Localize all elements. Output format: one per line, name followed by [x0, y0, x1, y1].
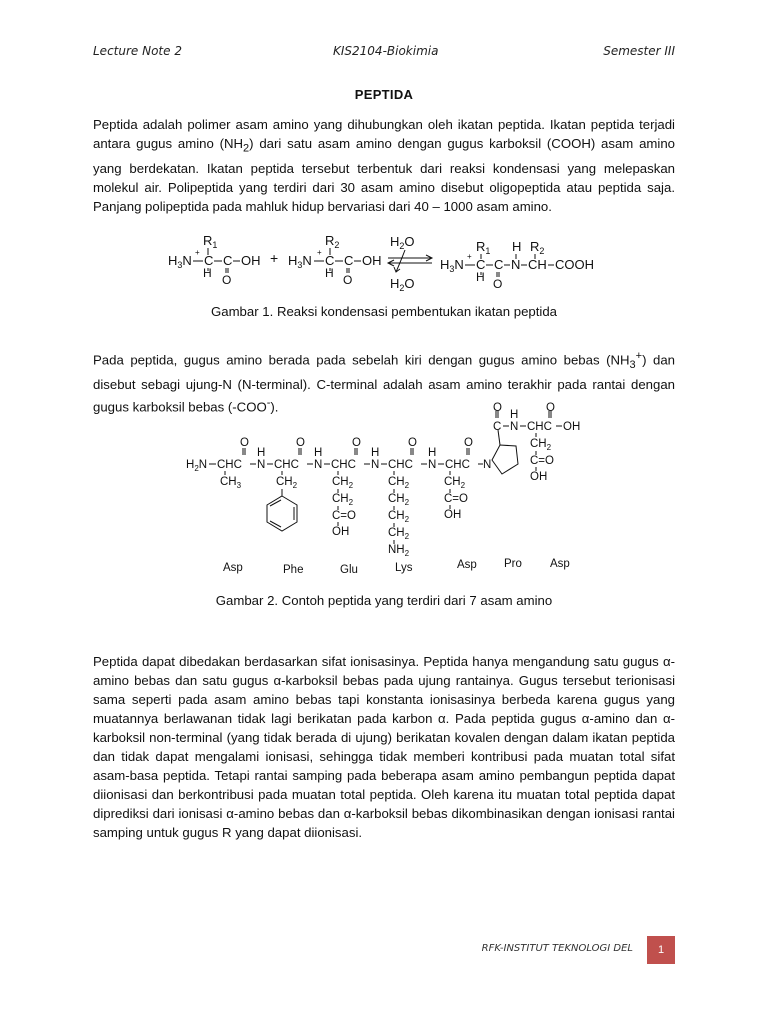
c-term-chc: CHC	[527, 421, 552, 433]
para2-sup: +	[635, 350, 643, 362]
pro-carbonyl-c: C	[493, 421, 502, 433]
residue-label-glu: Glu	[340, 564, 358, 576]
aa1-h: H	[203, 266, 212, 280]
c-term-o: O	[546, 402, 555, 414]
paragraph-ionization	[93, 652, 675, 842]
product-r2: $R_2$	[530, 239, 545, 256]
glu-ch2-a: $CH_2$	[332, 476, 354, 490]
header-center: KIS2104-Biokimia	[333, 44, 439, 58]
product-amine: $H_3N$	[440, 257, 464, 274]
para3-t6: -karboksil non-terminal (yang tidak berada di ujung) berikatan kovalen dengan dalam ikatan peptida dan tidak dapat mengalami ionisasi, sehingga tidak memberi kontribusi pada muatan total sifat asam-basa peptida. Tetapi rantai samping pada beberapa asam amino pembangun peptida dapat diionisasi dan berkontribusi pada muatan total peptida. Oleh karena itu muatan total peptida dapat diprediksi dari ionisasi	[93, 711, 675, 821]
amide-n-2: N	[314, 459, 323, 471]
para2-text-c: ).	[270, 399, 279, 415]
para3-t5: -amino dan	[589, 711, 663, 726]
alpha-symbol: α	[581, 711, 590, 726]
para2-text-a: Pada peptida, gugus amino berada pada sebelah kiri dengan gugus amino bebas (NH	[93, 352, 630, 368]
para1-sub: 2	[243, 142, 250, 155]
backbone-unit-2: CHC	[274, 459, 299, 471]
water-released: $H_2O$	[390, 234, 415, 251]
aa2-r: $R_2$	[325, 233, 340, 250]
aa2-oh: OH	[362, 253, 382, 268]
glu-oh: OH	[332, 526, 350, 538]
lys-ch2-c: $CH_2$	[388, 510, 410, 524]
alpha-symbol: α	[438, 711, 446, 726]
sidechain-ch3: $CH_3$	[220, 476, 242, 490]
product-ch: CH	[528, 257, 547, 272]
proline-n: N	[483, 459, 492, 471]
product-o: O	[493, 277, 503, 291]
pro-carbonyl-o: O	[493, 402, 502, 414]
aa2-h: H	[325, 266, 334, 280]
para1-text-a: Peptida adalah polimer asam amino yang dihubungkan oleh ikatan peptida. Ikatan peptida terjadi antara gugus amino (NH	[93, 117, 675, 151]
c-term-amide-n: N	[510, 421, 519, 433]
residue-label-asp-7: Asp	[550, 558, 570, 570]
c-term-oh: OH	[563, 421, 581, 433]
proline-ring	[492, 445, 518, 474]
product-r1: $R_1$	[476, 239, 491, 256]
product-charge: +	[467, 252, 472, 261]
alpha-symbol: α	[343, 806, 352, 821]
carbonyl-o-3: O	[352, 437, 361, 449]
aa2-carboxyl-carbon: C	[344, 253, 354, 268]
paragraph-intro	[93, 115, 675, 216]
amide-n-4: N	[428, 459, 437, 471]
aa2-charge: +	[317, 248, 322, 257]
asp5-oh: OH	[444, 509, 462, 521]
lys-ch2-d: $CH_2$	[388, 527, 410, 541]
backbone-unit-5: CHC	[445, 459, 470, 471]
phenyl-ring	[267, 496, 297, 531]
carbonyl-o-1: O	[240, 437, 249, 449]
para3-t3: -karboksil bebas pada ujung rantainya. Gugus tersebut terionisasi sama seperti pada asam amino bebas tapi konstanta ionisasinya berbeda karena gugus yang muatannya berlawanan tidak lagi berikatan pada karbon	[93, 673, 676, 726]
aa2-amine: $H_3N$	[288, 253, 312, 270]
alpha-symbol: α	[273, 673, 282, 688]
alpha-symbol: α	[226, 806, 234, 821]
c-term-amide-h: H	[510, 409, 519, 421]
para2-sub: 3	[629, 359, 636, 372]
aa1-oh: OH	[241, 253, 261, 268]
aa1-o: O	[222, 273, 232, 287]
plus-sign: +	[270, 250, 279, 266]
page-number: 1	[647, 936, 675, 964]
residue-label-asp-5: Asp	[457, 559, 477, 571]
residue-label-lys: Lys	[395, 562, 413, 574]
asp7-ch2: $CH_2$	[530, 438, 552, 452]
asp7-carbonyl: C=O	[530, 455, 554, 467]
glu-ch2-b: $CH_2$	[332, 493, 354, 507]
amide-h-1: H	[257, 447, 266, 459]
footer-institution: RFK-INSTITUT TEKNOLOGI DEL	[481, 943, 633, 954]
water-consumed: $H_2O$	[390, 276, 415, 293]
product-c2: C	[494, 257, 504, 272]
n-terminal: $H_2N$	[186, 459, 208, 473]
aa1-carboxyl-carbon: C	[223, 253, 233, 268]
figure2-caption: Gambar 2. Contoh peptida yang terdiri dari 7 asam amino	[215, 593, 553, 608]
page-header	[93, 44, 675, 58]
aa2-alpha-carbon: C	[325, 253, 335, 268]
residue-label-pro: Pro	[504, 558, 522, 570]
para2-text-b: ) dan disebut sebagi ujung-N (N-terminal). C-terminal adalah asam amino terakhir pada rantai dengan gugus karboksil bebas (-COO	[93, 352, 675, 415]
aa1-charge: +	[195, 248, 200, 257]
para3-t4: . Pada peptida gugus	[445, 711, 582, 726]
para3-t7: -amino bebas dan	[233, 806, 344, 821]
aa1-r: $R_1$	[203, 233, 218, 250]
product-alpha-h: H	[476, 270, 485, 284]
page-title: PEPTIDA	[354, 87, 414, 102]
product-n: N	[511, 257, 521, 272]
para2-sup2: -	[266, 397, 271, 410]
product-amide-h: H	[512, 239, 522, 254]
amide-h-4: H	[428, 447, 437, 459]
amide-h-3: H	[371, 447, 380, 459]
product-c1: C	[476, 257, 486, 272]
alpha-symbol: α	[662, 711, 671, 726]
lys-ch2-a: $CH_2$	[388, 476, 410, 490]
header-right: Semester III	[603, 44, 675, 58]
asp7-oh: OH	[530, 471, 548, 483]
backbone-unit-3: CHC	[331, 459, 356, 471]
carbonyl-o-5: O	[464, 437, 473, 449]
para3-t2: -amino bebas dan satu gugus	[93, 654, 675, 688]
aa1-amine: $H_3N$	[168, 253, 192, 270]
glu-carbonyl: C=O	[332, 510, 356, 522]
carbonyl-o-2: O	[296, 437, 305, 449]
lys-ch2-b: $CH_2$	[388, 493, 410, 507]
header-left: Lecture Note 2	[93, 44, 182, 58]
figure1-caption: Gambar 1. Reaksi kondensasi pembentukan ikatan peptida	[210, 304, 558, 319]
asp5-ch2: $CH_2$	[444, 476, 466, 490]
para3-t8: -karboksil bebas dikombinasikan dengan ionisasi rantai samping untuk gugus R yang dapat diionisasi.	[93, 806, 675, 840]
amide-h-2: H	[314, 447, 323, 459]
residue-label-phe: Phe	[283, 564, 304, 576]
peptide-structure-diagram	[180, 402, 600, 582]
phe-ch2: $CH_2$	[276, 476, 298, 490]
aa1-alpha-carbon: C	[204, 253, 214, 268]
asp5-carbonyl: C=O	[444, 493, 468, 505]
amide-n-3: N	[371, 459, 380, 471]
residue-label-asp-1: Asp	[223, 562, 243, 574]
carbonyl-o-4: O	[408, 437, 417, 449]
para3-t1: Peptida dapat dibedakan berdasarkan sifat ionisasinya. Peptida hanya mengandung satu gugus	[93, 654, 663, 669]
alpha-symbol: α	[662, 654, 671, 669]
aa2-o: O	[343, 273, 353, 287]
lys-nh2: $NH_2$	[388, 544, 410, 558]
backbone-unit-4: CHC	[388, 459, 413, 471]
amide-n-1: N	[257, 459, 266, 471]
para1-text-b: ) dari satu asam amino dengan gugus karboksil (COOH) asam amino yang berdekatan. Ikatan peptida tersebut terbentuk dari reaksi kondensasi yang melepaskan molekul air. Polipeptida yang terdiri dari 30 asam amino disebut oligopeptida atau peptida saja. Panjang polipeptida pada mahluk hidup bervariasi dari 40 – 1000 asam amino.	[93, 136, 675, 214]
reaction-diagram	[160, 228, 610, 294]
product-cooh: COOH	[555, 257, 594, 272]
backbone-unit-1: CHC	[217, 459, 242, 471]
